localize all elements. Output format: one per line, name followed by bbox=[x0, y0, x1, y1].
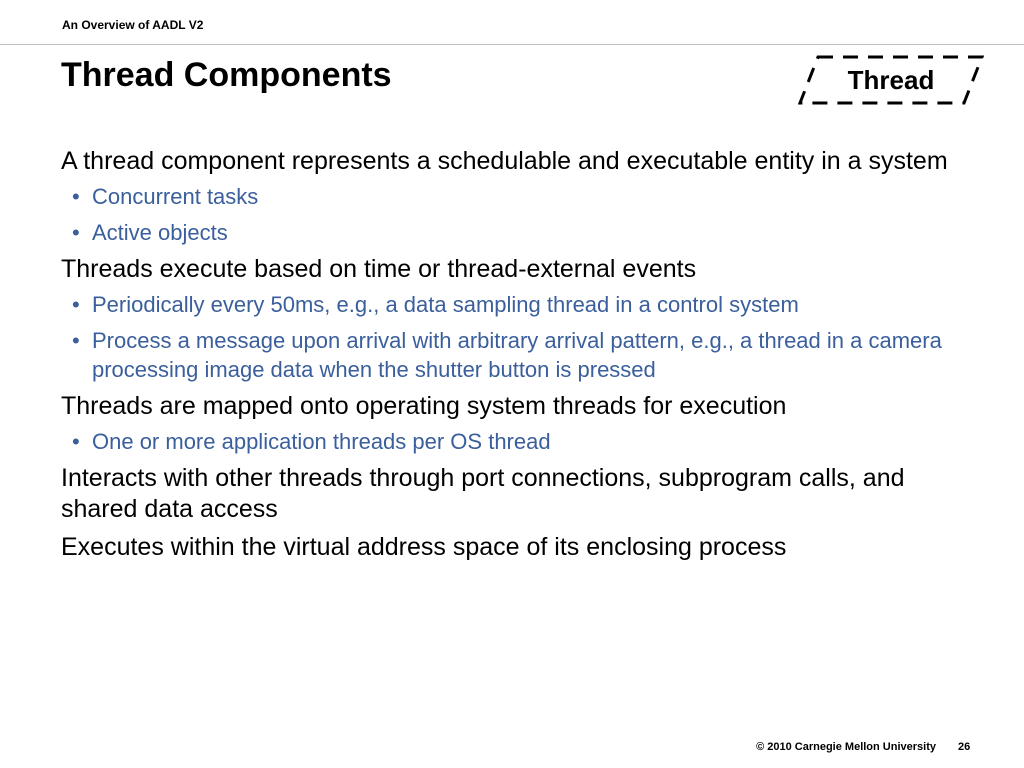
body-paragraph: Threads execute based on time or thread-external events bbox=[61, 255, 697, 283]
bullet-text: Process a message upon arrival with arbitrary arrival pattern, e.g., a thread in a camera processing image data when the shutter button is pressed bbox=[92, 328, 942, 382]
bullet-item bbox=[61, 427, 981, 456]
page-title: Thread Components bbox=[61, 56, 392, 94]
deck-title: An Overview of AADL V2 bbox=[62, 18, 204, 32]
body-paragraph: Interacts with other threads through port connections, subprogram calls, and shared data access bbox=[61, 464, 905, 523]
bullet-dot-icon: • bbox=[72, 184, 80, 209]
slide-body bbox=[61, 146, 981, 570]
bullet-list bbox=[61, 427, 981, 456]
footer-copyright: © 2010 Carnegie Mellon University bbox=[756, 741, 936, 753]
body-paragraph: Threads are mapped onto operating system threads for execution bbox=[61, 392, 787, 420]
body-paragraph: A thread component represents a schedulable and executable entity in a system bbox=[61, 147, 948, 175]
bullet-dot-icon: • bbox=[72, 328, 80, 353]
bullet-list bbox=[61, 182, 981, 247]
bullet-text: Periodically every 50ms, e.g., a data sampling thread in a control system bbox=[92, 292, 799, 317]
bullet-text: Concurrent tasks bbox=[92, 184, 259, 209]
body-paragraph: Executes within the virtual address space of its enclosing process bbox=[61, 533, 787, 561]
bullet-item bbox=[61, 218, 981, 247]
bullet-list bbox=[61, 290, 981, 384]
bullet-item bbox=[61, 326, 981, 384]
page-number: 26 bbox=[958, 741, 971, 753]
thread-symbol bbox=[798, 54, 984, 106]
thread-symbol-label: Thread bbox=[847, 65, 935, 95]
bullet-text: Active objects bbox=[92, 220, 228, 245]
bullet-text: One or more application threads per OS thread bbox=[92, 429, 551, 454]
bullet-item bbox=[61, 182, 981, 211]
bullet-dot-icon: • bbox=[72, 429, 80, 454]
bullet-item bbox=[61, 290, 981, 319]
header-divider bbox=[0, 44, 1024, 45]
bullet-dot-icon: • bbox=[72, 220, 80, 245]
bullet-dot-icon: • bbox=[72, 292, 80, 317]
